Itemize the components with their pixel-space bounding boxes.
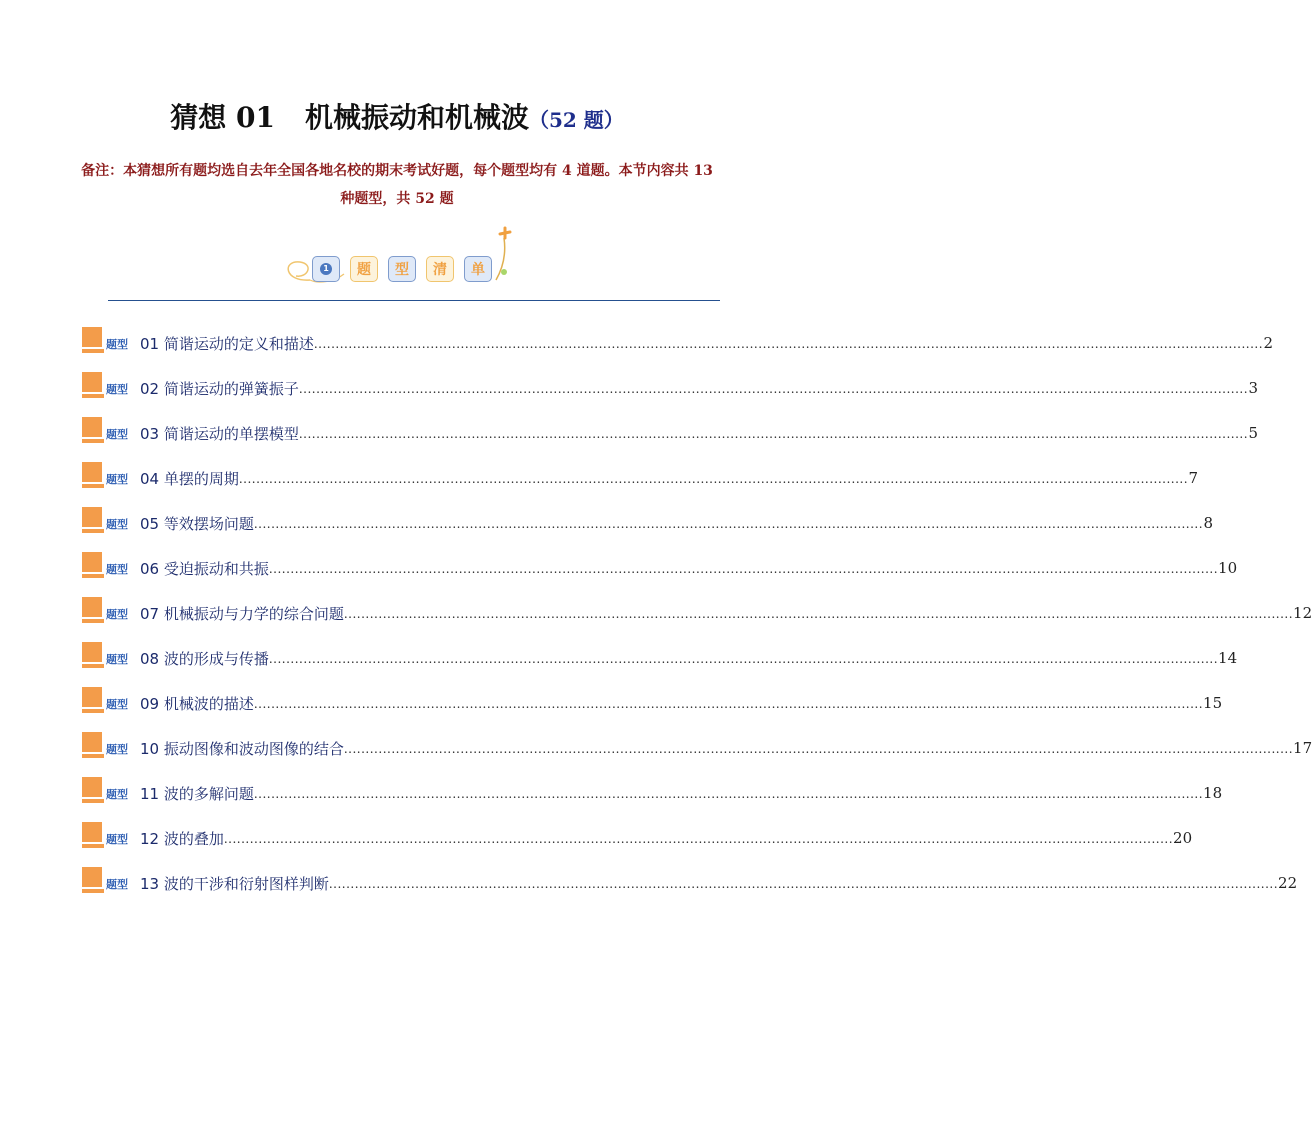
banner-badge — [312, 256, 340, 282]
toc-entry[interactable] — [82, 416, 1259, 461]
banner-badge-number: 1 — [320, 263, 332, 275]
toc-dot-leader: ............................................................................................................................................................................................................................ — [343, 607, 1294, 621]
toc-entry-tag: 题型 — [106, 473, 128, 486]
toc-entry[interactable] — [82, 776, 1223, 821]
toc-entry-label: 08 波的形成与传播 — [140, 650, 269, 668]
toc-entry[interactable] — [82, 326, 1274, 371]
toc-entry-label: 12 波的叠加 — [140, 830, 224, 848]
bookmark-icon — [82, 821, 104, 849]
toc-entry-page: 17 — [1293, 739, 1312, 757]
bookmark-icon — [82, 506, 104, 534]
page-title — [0, 96, 794, 136]
toc-entry-label: 02 简谐运动的弹簧振子 — [140, 380, 299, 398]
toc-entry-label: 01 简谐运动的定义和描述 — [140, 335, 314, 353]
toc-entry-tag: 题型 — [106, 428, 128, 441]
title-count: （52 题） — [528, 108, 624, 132]
title-prefix: 猜想 01 — [170, 101, 275, 134]
banner-char-3: 清 — [426, 256, 454, 282]
toc-entry[interactable] — [82, 506, 1214, 551]
toc-dot-leader: ............................................................................................................................................................................................................................ — [238, 472, 1189, 486]
toc-entry[interactable] — [82, 596, 1312, 641]
toc-entry-label: 09 机械波的描述 — [140, 695, 254, 713]
remark-note: 备注：本猜想所有题均选自去年全国各地名校的期末考试好题，每个题型均有 4 道题。本节内容共 13 种题型，共 52 题 — [81, 163, 713, 207]
toc-entry[interactable] — [82, 371, 1259, 416]
toc-dot-leader: ............................................................................................................................................................................................................................ — [343, 742, 1294, 756]
toc-entry[interactable] — [82, 866, 1298, 911]
table-of-contents — [82, 326, 1312, 911]
toc-entry-page: 7 — [1188, 469, 1199, 487]
toc-entry-page: 12 — [1293, 604, 1312, 622]
toc-entry-tag: 题型 — [106, 563, 128, 576]
toc-dot-leader: ............................................................................................................................................................................................................................ — [223, 832, 1174, 846]
toc-entry-tag: 题型 — [106, 788, 128, 801]
toc-entry-page: 2 — [1263, 334, 1274, 352]
bookmark-icon — [82, 731, 104, 759]
bookmark-icon — [82, 416, 104, 444]
toc-entry-label: 13 波的干涉和衍射图样判断 — [140, 875, 329, 893]
toc-entry-tag: 题型 — [106, 743, 128, 756]
bookmark-icon — [82, 641, 104, 669]
toc-entry-tag: 题型 — [106, 608, 128, 621]
bookmark-icon — [82, 461, 104, 489]
bookmark-icon — [82, 866, 104, 894]
toc-entry-label: 03 简谐运动的单摆模型 — [140, 425, 299, 443]
toc-dot-leader: ............................................................................................................................................................................................................................ — [313, 337, 1264, 351]
toc-entry-page: 15 — [1203, 694, 1223, 712]
toc-entry[interactable] — [82, 461, 1199, 506]
bookmark-icon — [82, 551, 104, 579]
toc-entry-page: 5 — [1248, 424, 1259, 442]
toc-entry-label: 05 等效摆场问题 — [140, 515, 254, 533]
toc-entry-tag: 题型 — [106, 833, 128, 846]
banner-char-4: 单 — [464, 256, 492, 282]
toc-entry[interactable] — [82, 821, 1193, 866]
toc-dot-leader: ............................................................................................................................................................................................................................ — [298, 382, 1249, 396]
toc-entry-page: 20 — [1173, 829, 1193, 847]
toc-dot-leader: ............................................................................................................................................................................................................................ — [328, 877, 1279, 891]
toc-entry-label: 07 机械振动与力学的综合问题 — [140, 605, 344, 623]
toc-entry-tag: 题型 — [106, 383, 128, 396]
toc-dot-leader: ............................................................................................................................................................................................................................ — [253, 517, 1204, 531]
toc-entry-page: 18 — [1203, 784, 1223, 802]
bookmark-icon — [82, 776, 104, 804]
toc-entry-page: 10 — [1218, 559, 1238, 577]
toc-entry-label: 04 单摆的周期 — [140, 470, 239, 488]
bookmark-icon — [82, 686, 104, 714]
toc-entry[interactable] — [82, 686, 1223, 731]
divider-rule — [108, 300, 720, 301]
toc-dot-leader: ............................................................................................................................................................................................................................ — [268, 562, 1219, 576]
toc-entry[interactable] — [82, 731, 1312, 776]
toc-entry[interactable] — [82, 551, 1238, 596]
title-topic: 机械振动和机械波 — [304, 101, 529, 134]
banner-char-1: 题 — [350, 256, 378, 282]
toc-entry-tag: 题型 — [106, 698, 128, 711]
toc-entry-label: 06 受迫振动和共振 — [140, 560, 269, 578]
section-banner — [274, 226, 520, 292]
toc-entry-label: 11 波的多解问题 — [140, 785, 254, 803]
banner-char-2: 型 — [388, 256, 416, 282]
bookmark-icon — [82, 371, 104, 399]
toc-dot-leader: ............................................................................................................................................................................................................................ — [298, 427, 1249, 441]
toc-entry-tag: 题型 — [106, 653, 128, 666]
toc-entry-tag: 题型 — [106, 518, 128, 531]
toc-entry-tag: 题型 — [106, 878, 128, 891]
bookmark-icon — [82, 596, 104, 624]
toc-entry-page: 14 — [1218, 649, 1238, 667]
toc-entry-page: 3 — [1248, 379, 1259, 397]
toc-entry-page: 22 — [1278, 874, 1298, 892]
toc-dot-leader: ............................................................................................................................................................................................................................ — [253, 697, 1204, 711]
bookmark-icon — [82, 326, 104, 354]
toc-entry-tag: 题型 — [106, 338, 128, 351]
toc-dot-leader: ............................................................................................................................................................................................................................ — [253, 787, 1204, 801]
toc-entry-page: 8 — [1203, 514, 1214, 532]
toc-dot-leader: ............................................................................................................................................................................................................................ — [268, 652, 1219, 666]
toc-entry-label: 10 振动图像和波动图像的结合 — [140, 740, 344, 758]
toc-entry[interactable] — [82, 641, 1238, 686]
